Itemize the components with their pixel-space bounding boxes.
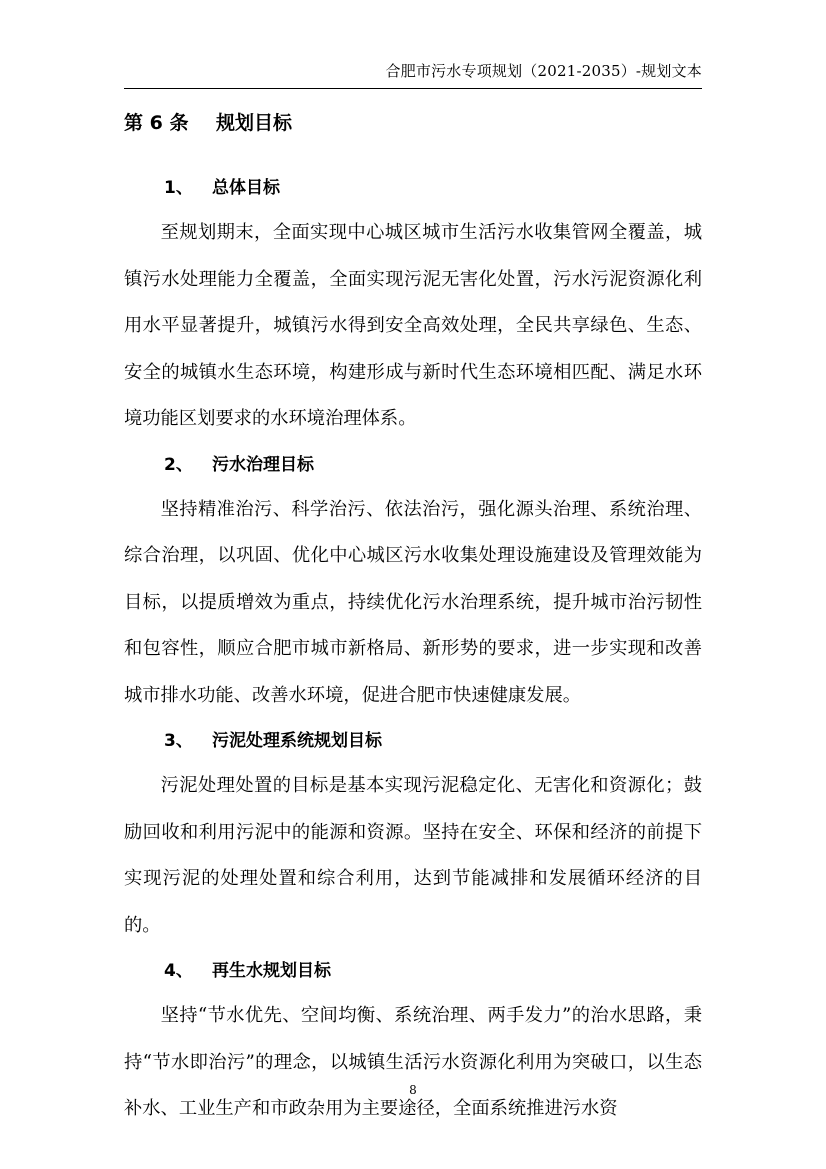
section-heading: [124, 443, 702, 487]
section-paragraph: 至规划期末，全面实现中心城区城市生活污水收集管网全覆盖，城镇污水处理能力全覆盖，全面实现污泥无害化处置，污水污泥资源化利用水平显著提升，城镇污水得到安全高效处理，全民共享绿色、生态、安全的城镇水生态环境，构建形成与新时代生态环境相匹配、满足水环境功能区划要求的水环境治理体系。: [124, 222, 702, 429]
section-number: 4、: [164, 961, 193, 981]
section-number: 3、: [164, 731, 193, 751]
section-title: 再生水规划目标: [212, 961, 331, 981]
section-paragraph: 污泥处理处置的目标是基本实现污泥稳定化、无害化和资源化；鼓励回收和利用污泥中的能源和资源。坚持在安全、环保和经济的前提下实现污泥的处理处置和综合利用，达到节能减排和发展循环经济的目的。: [124, 775, 702, 936]
section-heading: [124, 949, 702, 993]
section-title: 总体目标: [212, 178, 280, 198]
page-number: 8: [409, 1083, 417, 1097]
section-reclaimed-water-goal: [124, 949, 702, 1133]
section-overall-goal: [124, 166, 702, 443]
section-paragraph: 坚持精准治污、科学治污、依法治污，强化源头治理、系统治理、综合治理，以巩固、优化中心城区污水收集处理设施建设及管理效能为目标，以提质增效为重点，持续优化污水治理系统，提升城市治污韧性和包容性，顺应合肥市城市新格局、新形势的要求，进一步实现和改善城市排水功能、改善水环境，促进合肥市快速健康发展。: [124, 498, 702, 706]
section-number: 1、: [164, 178, 193, 198]
section-number: 2、: [164, 454, 193, 475]
section-title: 污泥处理系统规划目标: [212, 731, 382, 751]
article-heading: [124, 108, 292, 135]
section-title: 污水治理目标: [212, 454, 314, 475]
section-sludge-goal: [124, 719, 702, 949]
section-heading: [124, 166, 702, 210]
header-title: 合肥市污水专项规划（2021-2035）-规划文本: [385, 62, 702, 80]
section-sewage-goal: [124, 443, 702, 720]
section-paragraph: 坚持“节水优先、空间均衡、系统治理、两手发力”的治水思路，秉持“节水即治污”的理念，以城镇生活污水资源化利用为突破口，以生态补水、工业生产和市政杂用为主要途径，全面系统推进污水资: [124, 1005, 702, 1119]
article-title: 规划目标: [216, 112, 293, 134]
article-number: 第 6 条: [124, 112, 189, 134]
section-heading: [124, 719, 702, 763]
header-rule: [124, 88, 702, 89]
document-body: [124, 166, 702, 1133]
